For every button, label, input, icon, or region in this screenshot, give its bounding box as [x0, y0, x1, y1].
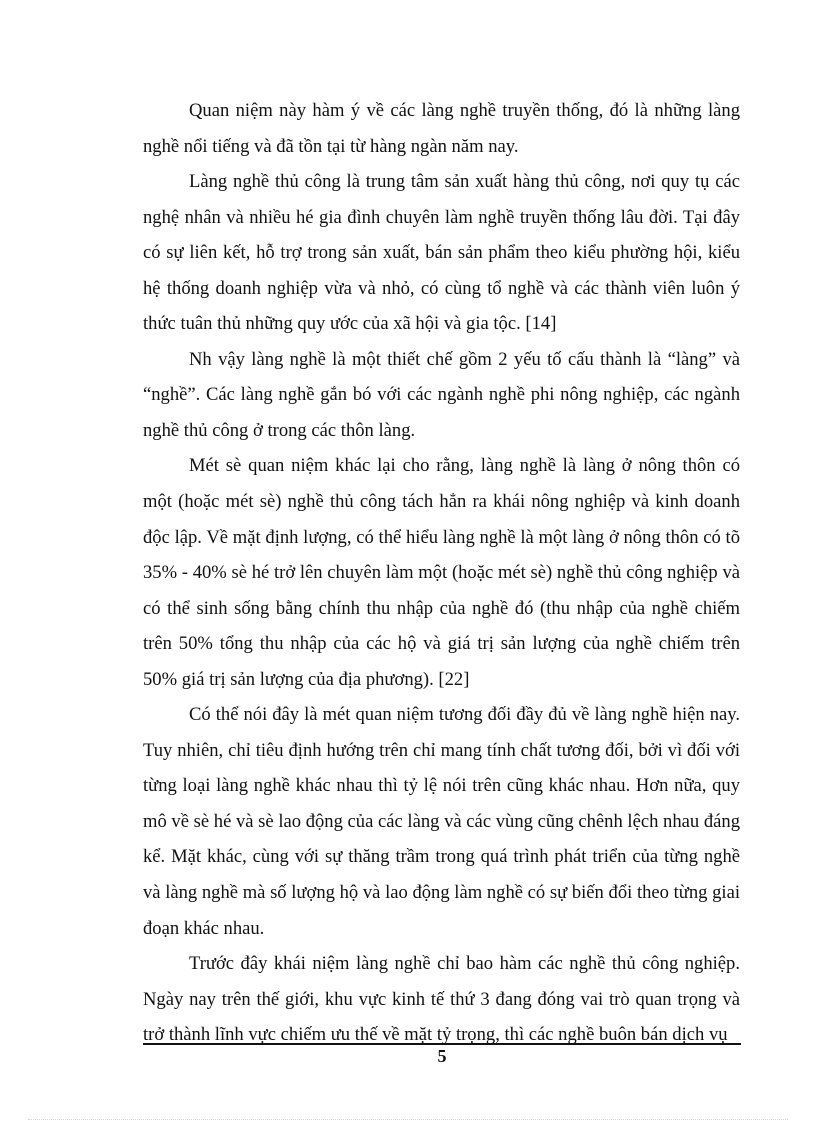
- page-number: 5: [437, 1046, 447, 1066]
- paragraph-4: Mét sè quan niệm khác lại cho rằng, làng nghề là làng ở nông thôn có một (hoặc mét sè) nghề thủ công tách hẳn ra khái nông nghiệp và kinh doanh độc lập. Về mặt định lượng, có thể hiểu làng nghề là một làng ở nông thôn có tõ 35% - 40% sè hé trở lên chuyên làm một (hoặc mét sè) nghề thủ công nghiệp và có thể sinh sống bằng chính thu nhập của nghề đó (thu nhập của nghề chiếm trên 50% tổng thu nhập của các hộ và giá trị sản lượng của nghề chiếm trên 50% giá trị sản lượng của địa phương). [22]: [143, 455, 740, 690]
- body-text: [143, 93, 740, 1053]
- paragraph-3: Nh vậy làng nghề là một thiết chế gồm 2 yếu tố cấu thành là “làng” và “nghề”. Các làng nghề gắn bó với các ngành nghề phi nông nghiệp, các ngành nghề thủ công ở trong các thôn làng.: [143, 348, 740, 441]
- paragraph-6: Trước đây khái niệm làng nghề chỉ bao hàm các nghề thủ công nghiệp. Ngày nay trên thế giới, khu vực kinh tế thứ 3 đang đóng vai trò quan trọng và trở thành lĩnh vực chiếm ưu thế về mặt tỷ trọng, thì các nghề buôn bán dịch vụ: [143, 953, 740, 1046]
- page-edge-dotted-line: [28, 1119, 788, 1120]
- paragraph-2: Làng nghề thủ công là trung tâm sản xuất hàng thủ công, nơi quy tụ các nghệ nhân và nhiều hé gia đình chuyên làm nghề truyền thống lâu đời. Tại đây có sự liên kết, hỗ trợ trong sản xuất, bán sản phẩm theo kiểu phường hội, kiểu hệ thống doanh nghiệp vừa và nhỏ, có cùng tổ nghề và các thành viên luôn ý thức tuân thủ những quy ước của xã hội và gia tộc. [14]: [143, 171, 740, 335]
- paragraph-5: Có thể nói đây là mét quan niệm tương đối đầy đủ về làng nghề hiện nay. Tuy nhiên, chỉ tiêu định hướng trên chỉ mang tính chất tương đối, bởi vì đối với từng loại làng nghề khác nhau thì tỷ lệ nói trên cũng khác nhau. Hơn nữa, quy mô về sè hé và sè lao động của các làng và các vùng cũng chênh lệch nhau đáng kể. Mặt khác, cùng với sự thăng trầm trong quá trình phát triển của từng nghề và làng nghề mà số lượng hộ và lao động làm nghề có sự biến đổi theo từng giai đoạn khác nhau.: [143, 704, 740, 939]
- paragraph-1: Quan niệm này hàm ý về các làng nghề truyền thống, đó là những làng nghề nổi tiếng và đã tồn tại từ hàng ngàn năm nay.: [143, 100, 740, 157]
- footer-divider: [143, 1043, 741, 1045]
